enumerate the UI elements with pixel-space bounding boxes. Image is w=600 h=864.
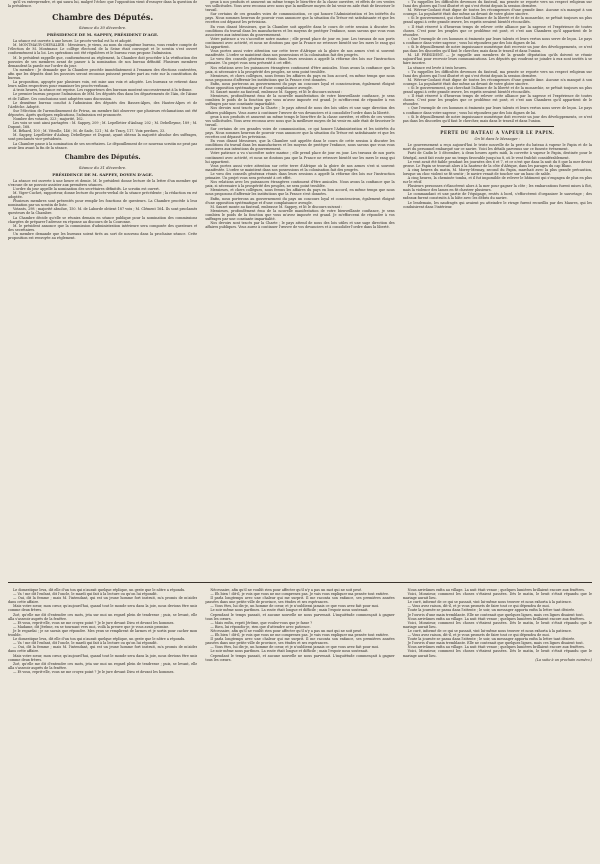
paragraph: Votants, 298 ; majorité absolue, 150. M. de Laborde obtient 187 voix ; M. Clément 164. Ils sont proclamés questeurs de la Chambre. (8, 207, 198, 216)
paragraph: Mais votre sœur, mon cœur, qu'aujourd'hui, quand tout le monde sera dans la joie, nous devions être unis comme deux frères. (8, 653, 198, 662)
paragraph: A cinq heures, la cheminée tomba, et il fut impossible de relever le bâtiment qui s'engagea de plus en plus sur le récif. (402, 175, 592, 185)
paragraph: « Que l'exemple de ces hommes si éminents par leurs talents et leurs vertus nous serve de leçon. Le pays a confiance dans votre sagesse ; vous lui répondrez par des lois dignes de lui. (402, 106, 592, 115)
paragraph: M. Sauzet monte au fauteuil, embrasse M. Sappey, et lit le discours suivant : (210, 90, 343, 95)
paragraph: M. Sauzet monte au fauteuil, embrasse M. Sappey, et lit le discours suivant : (210, 204, 343, 209)
paragraph: geux à nos produits et assurent un même temps le bien-être de la classe ouvrière, et effets de ces ventes vos sollicitudes. Vous avez reconnu avec nous que la meilleure moyen de lui venir en aide était de favoriser le travail. (205, 0, 395, 13)
paragraph: — Va ! me dit l'enfant, dit l'oncle, le mardi qui fait à la lecture ou qu'on lui répondit. (13, 641, 158, 646)
paragraph: Nous arrivâmes enfin au village. La nuit était venue ; quelques lumières brillaient encore aux fenêtres. (407, 645, 585, 650)
paragraph: Voici, Monsieur, comment les choses s'étaient passées. Dès le matin, le bruit s'était répandu que le mariage aurait lieu. (402, 592, 592, 601)
paragraph: Il parla longtemps avec une chaleur qui me surprit. Il me raconta son enfance, ses premières années passées dans une petite ville de province, ses études et ses espérances. (205, 637, 395, 646)
section-heading: Chambre des Députés. (52, 12, 154, 23)
newspaper-page (8, 0, 592, 864)
paragraph: Le premier bureau propose l'admission de MM. les députés élus dans les départements de l'Ain, de l'Aisne et de l'Allier. Ces conclusions sont adoptées sans discussion. (8, 92, 198, 101)
paragraph: Nos devoirs sont tracés par la Charte ; le pays attend de nous des lois utiles et une sage direction des affaires publiques. Vous aurez à continuer l'œuvre de vos devanciers et à consolider l'ordre dans la liberté. (205, 106, 395, 115)
paragraph: M. le président annonce que la commission d'administration intérieure sera composée des questeurs et des secrétaires. (8, 223, 198, 232)
paragraph: geux à nos produits et assurent un même temps le bien-être de la classe ouvrière, et effets de ces ventes vos sollicitudes. Vous avez reconnu avec nous que la meilleure moyen de lui venir en aide était de favoriser le travail. (205, 114, 395, 127)
paragraph: Un membre : Je demande que la Chambre procède immédiatement à l'examen des élections contestées, afin que les députés dont les pouvoirs seront reconnus puissent prendre part au vote sur la constitution du bureau. (8, 67, 198, 81)
paragraph: Zoé, qu'elle me dit d'entendre ces mots, jeta sur moi un regard plein de tendresse ; puis, se levant, elle alla s'asseoir auprès de la fenêtre. (8, 661, 198, 670)
paragraph: M. Béhard, 100 ; M. Vitrolle, 146 ; M. de Sade, 121 ; M. de Tracy, 117. Voix perdues, 33. (13, 129, 166, 134)
upper-section (8, 0, 592, 578)
paragraph: Le vent avait été faible pendant les journées des 6 et 7, et ce n'est que dans la nuit du 8 que la mer devint grosse. Le Papin se trouvait alors à la hauteur de la côte d'Afrique, dans les parages du cap Blanc. (402, 159, 592, 168)
paragraph: Plusieurs personnes s'élancèrent alors à la mer pour gagner la côte ; les embarcations furent mises à flot, mais la violence des lames en fit chavirer plusieurs. (402, 184, 592, 193)
paragraph: Le soir même nous partîmes. La route était longue et difficile ; mais l'espoir nous soutenait. (210, 608, 369, 613)
paragraph: M. MONTMAUR-CHEVALIER : Messieurs, je viens, au nom du cinquième bureau, vous rendre compte de l'élection de M. Montmaur. Le collège électoral de la Seine était convoqué et le scrutin s'est ouvert conformément à la loi. Les opérations ont été régulières et le bureau vous propose l'admission. (8, 43, 198, 56)
paragraph: Nous arrivâmes enfin au village. La nuit était venue ; quelques lumières brillaient encore aux fenêtres. (407, 588, 585, 592)
paragraph: « Si le dépouillement de notre impuissance numérique doit recevoir un jour des développements, ce n'est pas dans les discordes qu'il faut le chercher, mais dans le travail et dans l'union. (402, 45, 592, 54)
paragraph: — Mais enfin, reprit Jérôme, que voulez-vous que je fasse ? (210, 620, 313, 625)
paragraph: La proposition, appuyée par plusieurs voix, est mise aux voix et adoptée. Les bureaux se retirent dans leurs salles respectives pour examiner les procès-verbaux. (8, 80, 198, 89)
paragraph: Le domestique leva, dit elle d'un ton qui n'aurait quelque réplique, un geste que le nôtre a répondu. (13, 588, 186, 592)
paragraph: — Oui, dit la femme ; mais M. l'intendant, qui est un jeune homme fort instruit, m'a promis de m'aider dans cette affaire. (8, 596, 198, 605)
paragraph: Enfin, nous porterons au gouvernement du pays un concours loyal et consciencieux, également éloigné d'une opposition systématique et d'une complaisance aveugle. (205, 81, 395, 90)
paragraph: — Eh bien ! dit-il, je vois que vous ne me comprenez pas. Je vais vous expliquer ma pensée tout entière. (210, 592, 390, 597)
paragraph: M. le président rappelle que, conformément au règlement, la Chambre doit procéder à la vérification des pouvoirs de ses membres avant de passer à la nomination de son bureau définitif. Plusieurs membres demandent la parole sur l'ordre du jour. (8, 55, 198, 68)
paragraph: La Chambre décide qu'elle se réunira demain en séance publique pour la nomination des commissions chargées de préparer l'adresse en réponse au discours de la Couronne. (8, 215, 198, 224)
paragraph: — Va ! me dit l'enfant, dit l'oncle, le mardi qui fait à la lecture ou qu'on lui répondit. (13, 592, 158, 597)
paragraph: Vous portez aussi votre attention sur cette terre d'Afrique où la gloire de nos armes s'est si souvent manifestée. L'ordre se maintient dans nos possessions et la colonisation fait des progrès. (205, 49, 395, 58)
feuilleton-column-1 (8, 588, 197, 860)
paragraph: En vous disant Messieurs, que la Chambre soit appelée dans le cours de cette session à discuter les conditions du travail dans les manufactures et les moyens de protéger l'enfance, nous savons que vous vous associerez aux intentions du gouvernement. (205, 139, 395, 152)
paragraph: Le deuxième bureau conclut à l'admission des députés des Basses-Alpes, des Hautes-Alpes et de l'Ardèche. Adopté. (8, 100, 198, 109)
feuilleton-column-2 (205, 588, 394, 860)
paragraph: Le commandant et une partie de l'équipage, restés à bord, s'efforcèrent d'organiser le sauvetage ; des radeaux furent construits à la hâte avec les débris du navire. (402, 192, 592, 201)
paragraph: Les voix se sont ainsi partagées : M. Sappey, 209 ; M. Lepelletier d'Aulnay, 202 ; M. Debelleyme, 189 ; M. Dupont, 168. (8, 121, 198, 130)
column-2 (205, 0, 394, 578)
paragraph: Le vœu des conseils généraux réunis dans leurs sessions a appelé la réforme des lois sur l'instruction primaire. Un projet vous sera présenté à cet effet. (205, 57, 395, 66)
paragraph: Le curé, informé de ce qui se passait, vint lui-même nous trouver et nous exhorta à la patience. (407, 600, 572, 605)
paragraph: Nombre des votants, 323 ; majorité, 162. (13, 116, 84, 121)
paragraph: — Vous êtes, lui dis-je, un homme de cœur, et je n'oublierai jamais ce que vous avez fait pour moi. (210, 645, 380, 650)
paragraph: Vous portez aussi votre attention sur cette terre d'Afrique où la gloire de nos armes s'est si souvent manifestée. L'ordre se maintient dans nos possessions et la colonisation fait des progrès. (205, 163, 395, 172)
article-title: PERTE DU BATEAU A VAPEUR LE PAPIN. (440, 129, 555, 135)
paragraph: Messieurs, et chers collègues, nous ferons les affaires du pays en bon accord, en même temps que nous nous proposons d'affermir les institutions que la France s'est données. (205, 188, 395, 197)
paragraph: Mais votre sœur, mon cœur, qu'aujourd'hui, quand tout le monde sera dans la joie, nous devions être unis comme deux frères. (8, 604, 198, 613)
paragraph: — Vous avez raison, dit-il, et je vous promets de faire tout ce qui dépendra de moi. (407, 633, 550, 638)
section-heading-2: Chambre des Députés. (64, 153, 141, 161)
continuation-note: (La suite à un prochain numéro.) (535, 657, 592, 662)
feuilleton-column-3 (403, 588, 592, 860)
paragraph: Le domestique leva, dit elle d'un ton qui n'aurait quelque réplique, un geste que le nôtre a répondu. (13, 637, 186, 642)
paragraph: — Vous êtes, lui dis-je, un homme de cœur, et je n'oublierai jamais ce que vous avez fait pour moi. (210, 604, 380, 609)
paragraph: La séance est ouverte à une heure. Le procès-verbal est lu et adopté. (13, 39, 133, 44)
presidency-line: PRÉSIDENCE DE M. SAPPEY, PRÉSIDENT D'AGE. (46, 32, 159, 38)
paragraph: Le curé, informé de ce qui se passait, vint lui-même nous trouver et nous exhorta à la patience. (407, 628, 572, 633)
feuilleton-section (8, 588, 592, 860)
paragraph: — Rien, lui répondis-je, rien que d'attendre avec patience. (210, 624, 311, 629)
paragraph: Toute la journée se passa dans l'attente ; le soir, un messager apporta enfin la lettre tant désirée. (407, 608, 576, 613)
paragraph: Sur certains de ces grandes voies de communication, ce qui honore l'Administration et les intérêts du pays. Nous sommes heureux de pouvoir vous annoncer que la situation du Trésor est satisfaisante et que les recettes ont dépassé les prévisions. (205, 126, 395, 140)
paragraph: Il parla longtemps avec une chaleur qui me surprit. Il me raconta son enfance, ses premières années passées dans une petite ville de province, ses études et ses espérances. (205, 596, 395, 605)
paragraph: « Il était réservé à d'heureux temps de relever cette alliance par la sagesse et l'expérience de toutes choses. C'est pour les peuples que ce problème est posé, et c'est aux Chambres qu'il appartient de le résoudre. (402, 94, 592, 107)
paragraph: Enfin, nous porterons au gouvernement du pays un concours loyal et consciencieux, également éloigné d'une opposition systématique et d'une complaisance aveugle. (205, 196, 395, 205)
paragraph: Le soir même nous partîmes. La route était longue et difficile ; mais l'espoir nous soutenait. (210, 649, 369, 654)
paragraph: Messieurs, profondément ému de la nouvelle manifestation de votre bienveillante confiance, je sens combien le poids de la fonction que vous m'avez imposée est grand. Je m'efforcerai de répondre à vos suffrages par une constante impartialité. (205, 208, 395, 221)
paragraph: En vous disant Messieurs, que la Chambre soit appelée dans le cours de cette session à discuter les conditions du travail dans les manufactures et les moyens de protéger l'enfance, nous savons que vous vous associerez aux intentions du gouvernement. (205, 24, 395, 37)
paragraph: Je l'ouvris d'une main tremblante. Elle ne contenait que quelques lignes, mais ces lignes disaient tout. (407, 641, 584, 646)
paragraph: Nos devoirs sont tracés par la Charte ; le pays attend de nous des lois utiles et une sage direction des affaires publiques. Vous aurez à continuer l'œuvre de vos devanciers et à consolider l'ordre dans la liberté. (205, 221, 395, 230)
paragraph: — Madame, dit Jérôme, en se tournant vers moi, voilà la preuve que je vous avais promise. (13, 624, 170, 629)
paragraph: M. Viger-Cuchet, rapporteur, donne lecture du procès-verbal de la séance précédente ; la rédaction en est adoptée. (8, 191, 198, 200)
paragraph: Messieurs, profondément ému de la nouvelle manifestation de votre bienveillante confiance, je sens combien le poids de la fonction que vous m'avez imposée est grand. Je m'efforcerai de répondre à vos suffrages par une constante impartialité. (205, 94, 395, 107)
paragraph: Le vœu des conseils généraux réunis dans leurs sessions a appelé la réforme des lois sur l'instruction primaire. Un projet vous sera présenté à cet effet. (205, 171, 395, 181)
paragraph: L'ordre du jour appelle la nomination des secrétaires définitifs. Le scrutin est ouvert. (13, 186, 160, 191)
paragraph: Nécessaire, afin qu'il ne voulût rien pour affecter qu'il n'y a pas un mot qui ne soit pesé. (210, 628, 363, 633)
paragraph: « Tu rappelles les difficultés devenues du fauteuil, ma pensée se reporte vers un respect religieux sur l'ami des gloires qui l'ont illustré et qui s'est éteint depuis la session dernière. (402, 0, 592, 9)
paragraph: « Si le dépouillement de notre impuissance numérique doit recevoir un jour des développements, ce n'est pas dans les discordes qu'il faut le chercher, mais dans le travail et dans l'union. (402, 114, 592, 123)
paragraph: M. Sappey, Lepelletier d'Aulnay, Debelleyme et Dupont, ayant obtenu la majorité absolue des suffrages, sont proclamés vice-présidents. (8, 133, 198, 142)
paragraph: « Tu rappelles les difficultés devenues du fauteuil, ma pensée se reporte vers un respect religieux sur l'ami des gloires qui l'ont illustré et qui s'est éteint depuis la session dernière. (402, 69, 592, 78)
paragraph: Cependant le temps passait, et aucune nouvelle ne nous parvenait. L'inquiétude commençait à gagner tous les cœurs. (205, 653, 395, 662)
paragraph: A trois heures, la séance est reprise. Les rapporteurs des bureaux montent successivement à la tribune. (13, 88, 193, 93)
paragraph: Toute la journée se passa dans l'attente ; le soir, un messager apporta enfin la lettre tant désirée. (407, 637, 576, 642)
paragraph: « Que l'exemple de ces hommes si éminents par leurs talents et leurs vertus nous serve de leçon. Le pays a confiance dans votre sagesse ; vous lui répondrez par des lois dignes de lui. (402, 36, 592, 45)
paragraph: Plusieurs membres sont présentés pour remplir les fonctions de questeurs. La Chambre procède à leur nomination par un scrutin de liste. (8, 199, 198, 208)
paragraph: Nos relations avec les puissances étrangères continuent d'être amicales. Nous avons la confiance que la paix, si nécessaire à la prospérité des peuples, ne sera point troublée. (205, 180, 395, 189)
paragraph: M. Wéreur-Coolant était digne de toutes les récompenses d'une grande âme. Aucune n'a manqué à son courage. La popularité était due même au devant de votre gloire sincère. (402, 77, 592, 86)
paragraph: La Chambre passe à la nomination de ses secrétaires. Le dépouillement de ce nouveau scrutin ne peut pas avoir lieu avant la fin de la séance. (8, 141, 198, 150)
paragraph: Je l'ouvris d'une main tremblante. Elle ne contenait que quelques lignes, mais ces lignes disaient tout. (407, 612, 584, 617)
paragraph: Nécessaire, afin qu'il ne voulût rien pour affecter qu'il n'y a pas un mot qui ne soit pesé. (210, 588, 363, 592)
paragraph: A cinq heures du matin, M. Morey-Mesnay, second du Papin, marchait avec la plus grande précaution, lorsque un choc violent se fit sentir ; le navire venait de toucher sur un banc de sable. (402, 167, 592, 176)
paragraph: Nous arrivâmes enfin au village. La nuit était venue ; quelques lumières brillaient encore aux fenêtres. (407, 616, 585, 621)
paragraph: « Si le gouvernement, qui cherchait l'alliance de la liberté et de la monarchie, se prêtait toujours un plus grand appui à cette grande œuvre, les esprits seraient bientôt réconciliés. (402, 85, 592, 95)
paragraph: — Vous avez raison, dit-il, et je vous promets de faire tout ce qui dépendra de moi. (407, 604, 550, 609)
paragraph: Sur l'élection de l'arrondissement de Privas, un membre fait observer que plusieurs réclamations ont été déposées. Après quelques explications, l'admission est prononcée. (8, 108, 198, 117)
column-3 (403, 0, 592, 578)
feuilleton-separator (8, 582, 592, 583)
column-1 (8, 0, 197, 578)
paragraph: « Si le gouvernement, qui cherchait l'alliance de la liberté et de la monarchie, se prêtait toujours un plus grand appui à cette grande œuvre, les esprits seraient bientôt réconciliés. (402, 16, 592, 25)
paragraph: Voici, Monsieur, comment les choses s'étaient passées. Dès le matin, le bruit s'était répandu que le mariage aurait lieu. (402, 649, 592, 658)
paragraph: « Il était réservé à d'heureux temps de relever cette alliance par la sagesse et l'expérience de toutes choses. C'est pour les peuples que ce problème est posé, et c'est aux Chambres qu'il appartient de le résoudre. (402, 24, 592, 37)
presidency-line-2: PRÉSIDENCE DE M. SAPPEY, DOYEN D'AGE. (52, 171, 154, 177)
session-date-2: Séance du 31 décembre. (78, 164, 127, 170)
paragraph: Votre patience a vu s'accroître notre marine ; elle prend place de jour en jour. Les travaux de nos ports continuent avec activité, et nous ne doutons pas que la France ne retrouve bientôt sur les mers le rang qui lui appartient. (205, 36, 395, 50)
paragraph: M. LE PRÉSIDENT. — Je rappelle aux membres de la grande députation qu'ils doivent se réunir aujourd'hui pour recevoir leurs communications. Les députés qui voudront se joindre à eux sont invités à se faire inscrire. (402, 53, 592, 66)
paragraph: M. Wéreur-Coolant était digne de toutes les récompenses d'une grande âme. Aucune n'a manqué à son courage. La popularité était due même au devant de votre gloire sincère. (402, 8, 592, 17)
divider (441, 126, 555, 127)
paragraph: Cependant le temps passait, et aucune nouvelle ne nous parvenait. L'inquiétude commençait à gagner tous les cœurs. (205, 612, 395, 621)
paragraph: Nos relations avec les puissances étrangères continuent d'être amicales. Nous avons la confiance que la paix, si nécessaire à la prospérité des peuples, ne sera point troublée. (205, 65, 395, 74)
paragraph: — Et vous, reprit-elle, vous ne me croyez point ? Je le jure devant Dieu et devant les hommes. (13, 620, 175, 625)
paragraph: Un membre demande que les bureaux soient tirés au sort de nouveau dans la prochaine séance. Cette proposition est renvoyée au règlement. (8, 231, 198, 241)
paragraph: Zoé, qu'elle me dit d'entendre ces mots, jeta sur moi un regard plein de tendresse ; puis, se levant, elle alla s'asseoir auprès de la fenêtre. (8, 612, 198, 621)
session-date: Séance du 30 décembre. (78, 25, 127, 31)
paragraph: Je le regardai ; je ne savais que répondre. Mes yeux se remplirent de larmes et je sortis pour cacher mon trouble. (8, 628, 198, 638)
paragraph: Voici, Monsieur, comment les choses s'étaient passées. Dès le matin, le bruit s'était répandu que le mariage aurait lieu. (402, 620, 592, 629)
paragraph: — Oui, dit la femme ; mais M. l'intendant, qui est un jeune homme fort instruit, m'a promis de m'aider dans cette affaire. (8, 645, 198, 654)
paragraph: Le gouvernement a reçu aujourd'hui le triste nouvelle de la perte du bateau à vapeur le Papin et de la mort du personnel embarqué sur ce navire. Voici les détails parvenus sur ce funeste événement. (402, 143, 592, 152)
paragraph: Sur certains de ces grandes voies de communication, ce qui honore l'Administration et les intérêts du pays. Nous sommes heureux de pouvoir vous annoncer que la situation du Trésor est satisfaisante et que les recettes ont dépassé les prévisions. (205, 12, 395, 25)
paragraph: Votre patience a vu s'accroître notre marine ; elle prend place de jour en jour. Les travaux de nos ports continuent avec activité, et nous ne doutons pas que la France ne retrouve bientôt sur les mers le rang qui lui appartient. (205, 151, 395, 164)
paragraph: qu'il va entreprendre, et qui saura lui, malgré l'échec que l'opposition vient d'essuyer dans la question de la présidence. (8, 0, 198, 9)
paragraph: — Et vous, reprit-elle, vous ne me croyez point ? Je le jure devant Dieu et devant les hommes. (13, 669, 175, 674)
paragraph: La séance est levée à trois heures. (407, 65, 468, 70)
paragraph: Parti de Cadix le 5 décembre, à deux heures après midi, la corvette à vapeur le Papin, destinée pour le Sénégal, avait fait route par un temps favorable jusqu'au 8, où le vent fraîchit considérablement. (402, 151, 592, 160)
article-source: On lit dans le Messager : (474, 136, 521, 141)
paragraph: — Eh bien ! dit-il, je vois que vous ne me comprenez pas. Je vais vous expliquer ma pensée tout entière. (210, 633, 390, 638)
paragraph: Le lendemain, les naufragés qui avaient pu atteindre le rivage furent recueillis par des Maures, qui les conduisirent dans l'intérieur. (402, 200, 592, 209)
paragraph: Messieurs, et chers collègues, nous ferons les affaires du pays en bon accord, en même temps que nous nous proposons d'affermir les institutions que la France s'est données. (205, 73, 395, 82)
paragraph: La séance est ouverte à une heure et demie. M. le président donne lecture de la lettre d'un membre qui s'excuse de ne pouvoir assister aux premières séances. (8, 178, 198, 187)
